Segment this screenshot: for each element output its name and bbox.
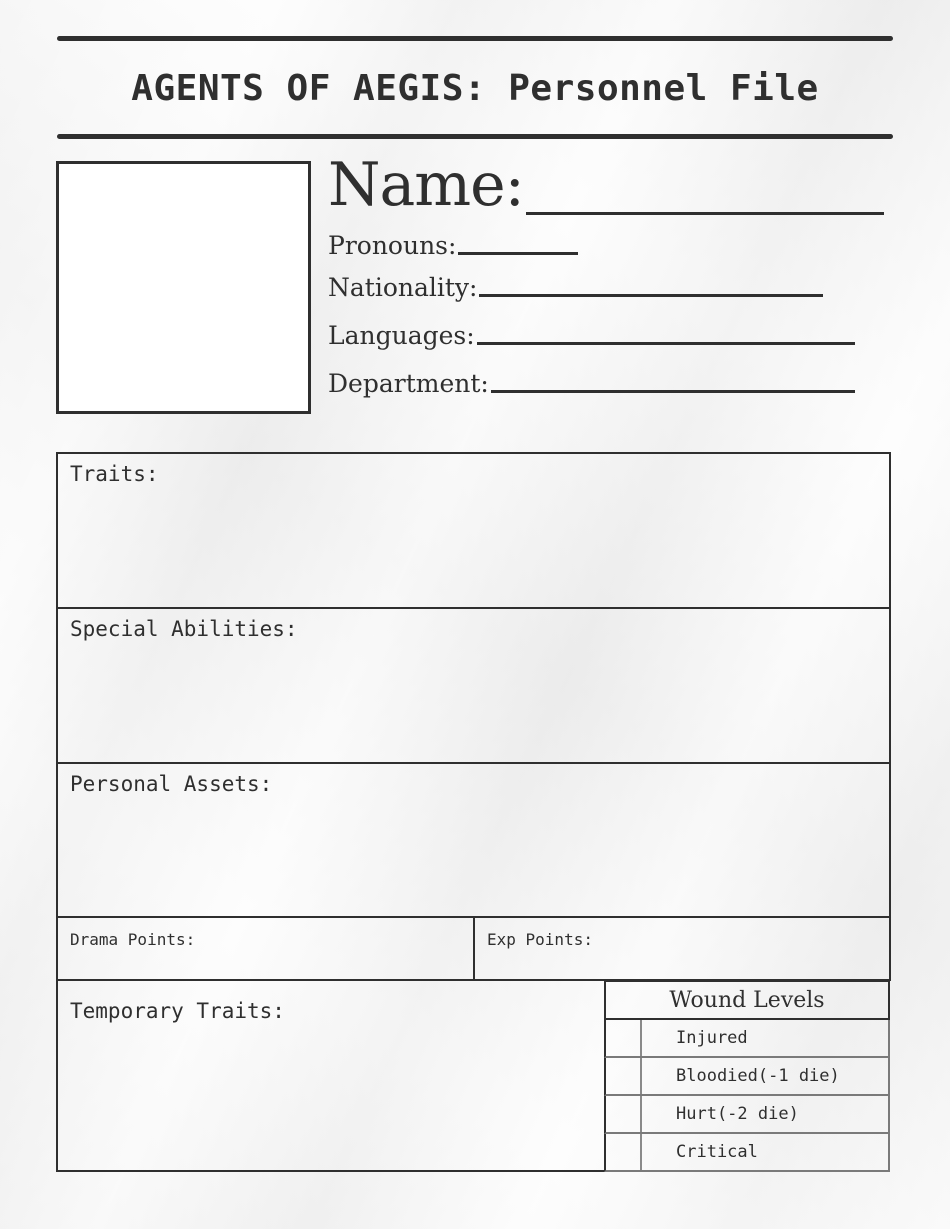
special-abilities-box[interactable] — [56, 607, 891, 764]
photo-box[interactable] — [56, 161, 311, 414]
wound-checkbox[interactable] — [606, 1020, 642, 1056]
drama-points-label: Drama Points: — [70, 930, 196, 949]
special-abilities-label: Special Abilities: — [70, 617, 298, 641]
wound-level-label: Bloodied(-1 die) — [676, 1066, 840, 1086]
wound-row-injured — [604, 1020, 890, 1058]
wound-row-hurt — [604, 1096, 890, 1134]
traits-box[interactable] — [56, 452, 891, 609]
wound-checkbox[interactable] — [606, 1058, 642, 1094]
drama-points-box[interactable] — [56, 916, 475, 981]
page-title: AGENTS OF AEGIS: Personnel File — [131, 68, 819, 109]
name-label: Name: — [328, 150, 524, 220]
languages-line[interactable] — [477, 342, 855, 345]
pronouns-label: Pronouns: — [328, 231, 457, 260]
nationality-line[interactable] — [479, 294, 823, 297]
languages-field[interactable] — [328, 321, 855, 350]
department-label: Department: — [328, 369, 489, 398]
wound-row-bloodied — [604, 1058, 890, 1096]
traits-label: Traits: — [70, 462, 159, 486]
temporary-traits-label: Temporary Traits: — [70, 999, 285, 1023]
wound-level-label: Injured — [676, 1028, 748, 1048]
wound-level-label: Critical — [676, 1142, 758, 1162]
wound-level-label: Hurt(-2 die) — [676, 1104, 799, 1124]
nationality-field[interactable] — [328, 273, 823, 302]
wound-checkbox[interactable] — [606, 1096, 642, 1132]
header-bottom-rule — [57, 134, 893, 139]
name-field[interactable] — [328, 150, 884, 220]
exp-points-box[interactable] — [473, 916, 891, 981]
pronouns-line[interactable] — [458, 252, 578, 255]
department-field[interactable] — [328, 369, 855, 398]
name-line[interactable] — [526, 212, 884, 215]
header-top-rule — [57, 36, 893, 41]
wound-checkbox[interactable] — [606, 1134, 642, 1170]
wound-row-critical — [604, 1134, 890, 1172]
department-line[interactable] — [491, 390, 855, 393]
nationality-label: Nationality: — [328, 273, 478, 302]
languages-label: Languages: — [328, 321, 475, 350]
temporary-traits-box[interactable] — [56, 979, 606, 1172]
wound-levels-header: Wound Levels — [604, 980, 890, 1020]
pronouns-field[interactable] — [328, 231, 578, 260]
personal-assets-box[interactable] — [56, 762, 891, 918]
personal-assets-label: Personal Assets: — [70, 772, 273, 796]
exp-points-label: Exp Points: — [487, 930, 593, 949]
